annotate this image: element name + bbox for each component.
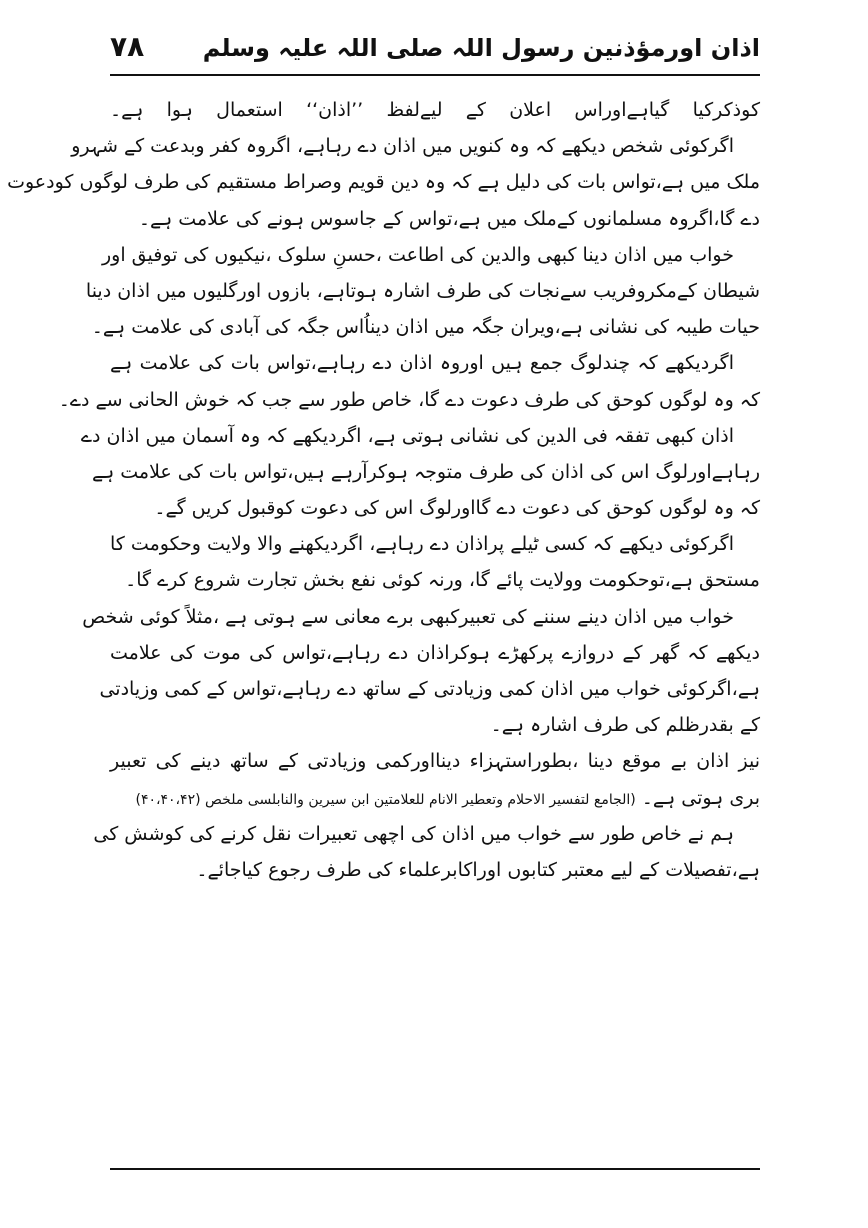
text-line: خواب میں اذان دینا کبھی والدین کی اطاعت ،حسنِ سلوک ،نیکیوں کی توفیق اور: [101, 243, 734, 266]
text-line: ہے،اگرکوئی خواب میں اذان کمی وزیادتی کے ساتھ دے رہاہے،تواس کے کمی وزیادتی: [99, 678, 760, 700]
text-line: اگرکوئی شخص دیکھے کہ وہ کنویں میں اذان دے رہاہے، اگروہ کفر وبدعت کے شہرو: [71, 135, 734, 158]
text-line: رہاہےاورلوگ اس کی اذان کی طرف متوجہ ہوکرآرہے ہیں،تواس بات کی علامت ہے: [91, 460, 760, 483]
text-line: مستحق ہے،توحکومت وولایت پائے گا، ورنہ کوئی نفع بخش تجارت شروع کرے گا۔: [125, 569, 760, 592]
text-line: حیات طیبہ کی نشانی ہے،ویران جگہ میں اذان دیناُاس جگہ کی آبادی کی علامت ہے۔: [91, 316, 760, 339]
footer-rule: [110, 1168, 760, 1170]
text-line-with-citation: [110, 780, 760, 816]
text-line: نیز اذان بے موقع دینا ،بطوراستہزاء دینااورکمی وزیادتی کے ساتھ دینے کی تعبیر: [110, 750, 760, 773]
text-line: خواب میں اذان دینے سننے کی تعبیرکبھی برے معانی سے ہوتی ہے ،مثلاً کوئی شخص: [82, 605, 734, 628]
text-line: کہ وہ لوگوں کوحق کی طرف دعوت دے گا، خاص طور سے جب کہ خوش الحانی سے دے۔: [58, 388, 760, 411]
text-line: اگرکوئی دیکھے کہ کسی ٹیلے پراذان دے رہاہے، اگردیکھنے والا ولایت وحکومت کا: [110, 533, 734, 556]
text-line: کوذکرکیا گیاہےاوراس اعلان کے لیےلفظ ’’اذان‘‘ استعمال ہوا ہے۔: [110, 99, 760, 121]
text-line: دیکھے کہ گھر کے دروازے پرکھڑے ہوکراذان دے رہاہے،تواس کی موت کی علامت: [110, 641, 760, 664]
text-line: اذان کبھی تفقہ فی الدین کی نشانی ہوتی ہے، اگردیکھے کہ وہ آسمان میں اذان دے: [80, 424, 734, 447]
text-line: ملک میں ہے،تواس بات کی دلیل ہے کہ وہ دین قویم وصراط مستقیم کی طرف لوگوں کودعوت: [7, 171, 760, 194]
text-line: اگردیکھے کہ چندلوگ جمع ہیں اوروہ اذان دے رہاہے،تواس بات کی علامت ہے: [110, 352, 734, 375]
citation: (الجامع لتفسیر الاحلام وتعطیر الانام للعلامتین ابن سیرین والنابلسی ملخص (۴۰،۴۰،۴۲): [135, 791, 636, 808]
page-number: ۷۸: [110, 30, 145, 63]
text-line: دے گا،اگروہ مسلمانوں کےملک میں ہے،تواس کے جاسوس ہونے کی علامت ہے۔: [138, 207, 760, 230]
book-title: اذان اورمؤذنین رسول اللہ صلی اللہ علیہ وسلم: [202, 34, 760, 62]
text-line: کہ وہ لوگوں کوحق کی دعوت دے گااورلوگ اس کی دعوت کوقبول کریں گے۔: [154, 497, 760, 520]
text-line: کے بقدرظلم کی طرف اشارہ ہے۔: [490, 714, 760, 737]
text-line: ہم نے خاص طور سے خواب میں اذان کی اچھی تعبیرات نقل کرنے کی کوشش کی: [93, 822, 734, 845]
header-rule: [110, 74, 760, 76]
text-line: شیطان کےمکروفریب سےنجات کی طرف اشارہ ہوتاہے، بازوں اورگلیوں میں اذان دینا: [85, 279, 760, 302]
body-text: [7, 92, 760, 888]
text-line: ہے،تفصیلات کے لیے معتبر کتابوں اوراکابرعلماء کی طرف رجوع کیاجائے۔: [196, 858, 760, 881]
page-header: [110, 28, 760, 72]
text-fragment: بری ہوتی ہے۔: [641, 786, 760, 809]
